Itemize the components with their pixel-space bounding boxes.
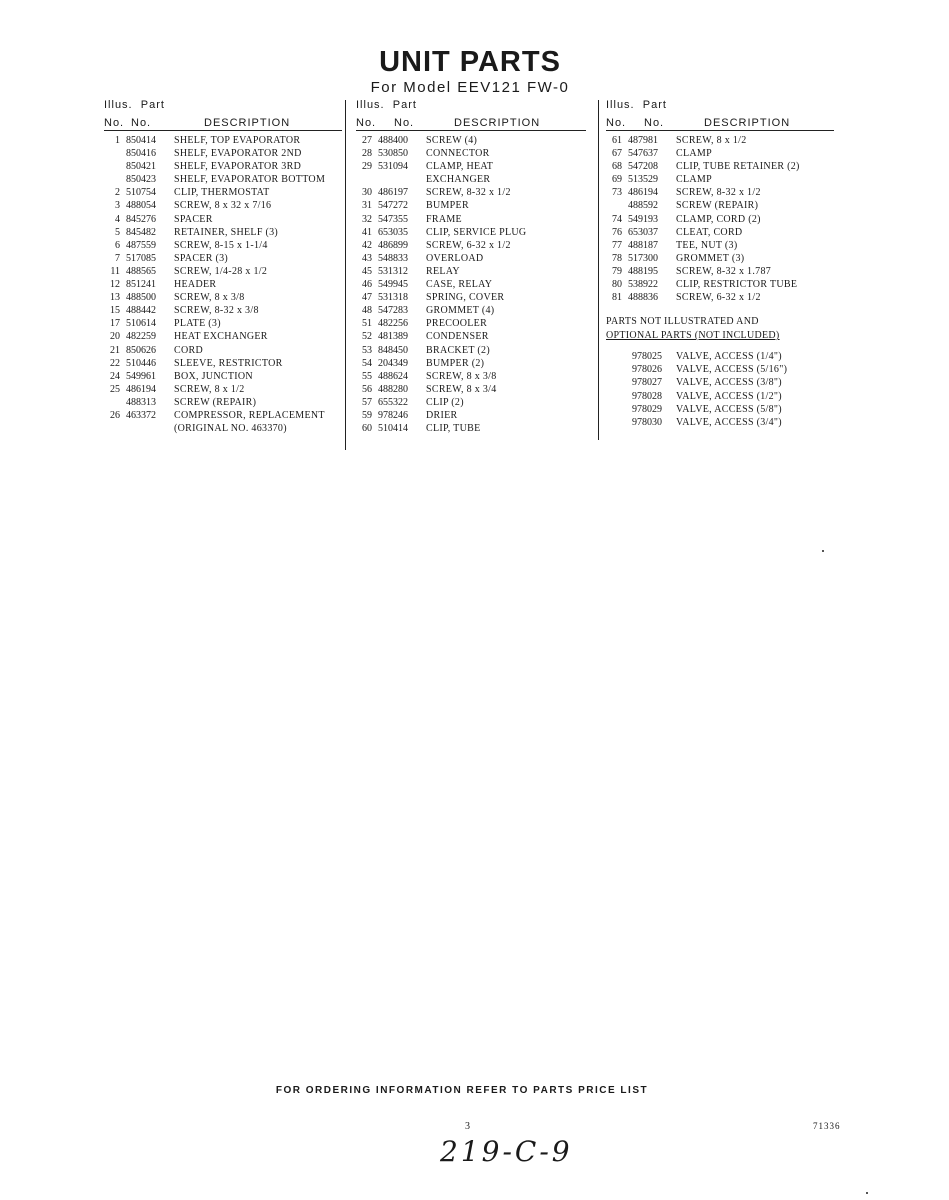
column-divider (345, 100, 346, 450)
table-row (104, 410, 342, 423)
table-row (356, 135, 586, 148)
part-number: 850421 (126, 161, 156, 173)
illustration-number: 68 (612, 161, 622, 173)
part-description: VALVE, ACCESS (5/16") (676, 364, 788, 376)
part-description: SHELF, TOP EVAPORATOR (174, 135, 301, 146)
table-row (104, 148, 342, 161)
part-number: 538922 (628, 279, 658, 291)
part-number: 530850 (378, 148, 408, 160)
part-number: 978030 (632, 416, 662, 428)
table-row (606, 227, 834, 240)
page-title: UNIT PARTS (379, 46, 561, 78)
illustration-number: 78 (612, 252, 622, 264)
illustration-number: 21 (110, 344, 120, 356)
part-number: 463372 (126, 409, 156, 421)
table-row (104, 358, 342, 371)
table-row (356, 161, 586, 174)
table-row (606, 404, 834, 417)
illustration-number: 2 (115, 187, 120, 199)
part-number: 488313 (126, 396, 156, 408)
part-number: 850626 (126, 344, 156, 356)
column-divider (598, 100, 599, 440)
illustration-number: 60 (362, 423, 372, 435)
table-row (104, 227, 342, 240)
illustration-number: 46 (362, 279, 372, 291)
part-description: GROMMET (3) (676, 252, 745, 264)
illustration-number: 11 (110, 265, 120, 277)
illustration-number: 12 (110, 279, 120, 291)
part-description: SCREW, 8 x 3/8 (426, 370, 497, 382)
illustration-number: 25 (110, 383, 120, 395)
table-row (104, 384, 342, 397)
scan-speck (822, 550, 824, 552)
part-description: SCREW, 8-32 x 3/8 (174, 305, 259, 317)
part-number: 488280 (378, 383, 408, 395)
part-number: 851241 (126, 279, 156, 291)
part-number: 848450 (378, 344, 408, 356)
part-number: 547355 (378, 213, 408, 225)
table-row (104, 279, 342, 292)
part-number: 487981 (628, 135, 658, 146)
table-row (104, 305, 342, 318)
part-description: SPACER (3) (174, 252, 229, 264)
table-row (356, 423, 586, 436)
table-row (356, 358, 586, 371)
illustration-number: 74 (612, 213, 622, 225)
illustration-number: 22 (110, 357, 120, 369)
handwritten-note: 219-C-9 (440, 1135, 573, 1168)
part-number: 482259 (126, 331, 156, 343)
part-description: VALVE, ACCESS (1/4") (676, 351, 782, 363)
part-number: 510754 (126, 187, 156, 199)
document-code: 71336 (813, 1121, 841, 1131)
illustration-number: 53 (362, 344, 372, 356)
part-number: 845482 (126, 226, 156, 238)
illustration-number: 13 (110, 292, 120, 304)
illustration-number: 29 (362, 161, 372, 173)
part-number: 510414 (378, 423, 408, 435)
illustration-number: 17 (110, 318, 120, 330)
illustration-number: 42 (362, 239, 372, 251)
page-number: 3 (465, 1121, 470, 1132)
illustration-number: 31 (362, 200, 372, 212)
part-description: DRIER (426, 409, 458, 421)
part-number: 978246 (378, 409, 408, 421)
table-row (104, 187, 342, 200)
table-row (356, 371, 586, 384)
table-row (606, 135, 834, 148)
table-row (104, 331, 342, 344)
part-description: CLIP, THERMOSTAT (174, 187, 270, 199)
part-number: 978029 (632, 403, 662, 415)
part-description: HEAT EXCHANGER (174, 331, 268, 343)
table-row (356, 174, 586, 187)
illustration-number: 79 (612, 265, 622, 277)
parts-column-1 (104, 99, 342, 436)
part-description: SCREW, 6-32 x 1/2 (426, 239, 511, 251)
part-number: 488500 (126, 292, 156, 304)
table-row (356, 318, 586, 331)
part-description: RELAY (426, 265, 460, 277)
part-number: 978027 (632, 377, 662, 389)
table-row (104, 253, 342, 266)
table-row (356, 227, 586, 240)
column-header: No. No. DESCRIPTION (356, 114, 586, 131)
table-row (606, 148, 834, 161)
table-row (104, 240, 342, 253)
part-number: 549961 (126, 370, 156, 382)
part-number: 549945 (378, 279, 408, 291)
table-row (356, 266, 586, 279)
illustration-number: 59 (362, 409, 372, 421)
illustration-number: 45 (362, 265, 372, 277)
part-description: BUMPER (2) (426, 357, 485, 369)
part-description: CORD (174, 344, 203, 356)
part-description: SPACER (174, 213, 213, 225)
part-description: SCREW, 8-32 x 1/2 (676, 187, 761, 199)
part-description: VALVE, ACCESS (3/4") (676, 416, 782, 428)
part-description: CLIP, SERVICE PLUG (426, 226, 527, 238)
part-number: 531318 (378, 292, 408, 304)
part-number: 547272 (378, 200, 408, 212)
part-number: 488624 (378, 370, 408, 382)
table-row (606, 253, 834, 266)
table-row (356, 240, 586, 253)
illustration-number: 43 (362, 252, 372, 264)
table-row (606, 292, 834, 305)
part-description: VALVE, ACCESS (1/2") (676, 390, 782, 402)
part-number: 488836 (628, 292, 658, 304)
illustration-number: 77 (612, 239, 622, 251)
part-description: BRACKET (2) (426, 344, 490, 356)
part-number: 510446 (126, 357, 156, 369)
table-row (606, 364, 834, 377)
illustration-number: 27 (362, 135, 372, 146)
part-number: 653037 (628, 226, 658, 238)
part-description: SCREW, 8-32 x 1.787 (676, 265, 772, 277)
part-number: 850414 (126, 135, 156, 146)
table-row (104, 266, 342, 279)
part-description: PLATE (3) (174, 318, 221, 330)
part-number: 481389 (378, 331, 408, 343)
illustration-number: 1 (115, 135, 120, 146)
table-row (356, 292, 586, 305)
part-number: 487559 (126, 239, 156, 251)
part-description: SCREW, 8 x 1/2 (174, 383, 245, 395)
part-number: 488565 (126, 265, 156, 277)
part-description: SCREW (REPAIR) (676, 200, 759, 212)
parts-column-3 (606, 99, 834, 430)
table-row (606, 240, 834, 253)
part-description: CLIP, TUBE (426, 423, 481, 435)
part-description: CASE, RELAY (426, 279, 493, 291)
part-number: 978025 (632, 351, 662, 363)
table-row (606, 417, 834, 430)
table-row (104, 161, 342, 174)
table-row (356, 214, 586, 227)
part-number: 978028 (632, 390, 662, 402)
illustration-number: 56 (362, 383, 372, 395)
part-description: VALVE, ACCESS (3/8") (676, 377, 782, 389)
part-number: 488187 (628, 239, 658, 251)
table-row (606, 266, 834, 279)
part-description: RETAINER, SHELF (3) (174, 226, 279, 238)
part-description: SCREW, 8-15 x 1-1/4 (174, 239, 268, 251)
part-number: 486194 (126, 383, 156, 395)
part-number: 510614 (126, 318, 156, 330)
part-description: CLAMP (676, 174, 712, 186)
part-number: 531312 (378, 265, 408, 277)
part-description: CLAMP (676, 148, 712, 160)
part-description: SHELF, EVAPORATOR 3RD (174, 161, 302, 173)
illustration-number: 52 (362, 331, 372, 343)
scan-speck (866, 1192, 868, 1194)
part-number: 513529 (628, 174, 658, 186)
part-description: COMPRESSOR, REPLACEMENT (174, 409, 325, 421)
part-number: 845276 (126, 213, 156, 225)
part-number: 547637 (628, 148, 658, 160)
illustration-number: 6 (115, 239, 120, 251)
illustration-number: 28 (362, 148, 372, 160)
part-description: SCREW (4) (426, 135, 478, 146)
part-description: SCREW, 8 x 3/4 (426, 383, 497, 395)
table-row (356, 253, 586, 266)
illustration-number: 69 (612, 174, 622, 186)
illustration-number: 41 (362, 226, 372, 238)
part-description: SPRING, COVER (426, 292, 505, 304)
table-row (104, 214, 342, 227)
parts-list (606, 135, 834, 305)
table-row (104, 397, 342, 410)
table-row (104, 345, 342, 358)
illustration-number: 26 (110, 409, 120, 421)
part-number: 549193 (628, 213, 658, 225)
column-header: No. No. DESCRIPTION (606, 114, 834, 131)
illustration-number: 67 (612, 148, 622, 160)
part-number: 517300 (628, 252, 658, 264)
table-row (356, 410, 586, 423)
table-row (356, 279, 586, 292)
table-row (606, 214, 834, 227)
illustration-number: 15 (110, 305, 120, 317)
part-number: 653035 (378, 226, 408, 238)
table-row (356, 331, 586, 344)
part-description: SCREW, 1/4-28 x 1/2 (174, 265, 268, 277)
part-number: 547208 (628, 161, 658, 173)
illustration-number: 30 (362, 187, 372, 199)
table-row (104, 371, 342, 384)
part-description: CLIP, TUBE RETAINER (2) (676, 161, 800, 173)
table-row (356, 187, 586, 200)
table-row (606, 161, 834, 174)
illustration-number: 4 (115, 213, 120, 225)
part-description: SCREW, 8 x 1/2 (676, 135, 747, 146)
column-header: No. No. DESCRIPTION (104, 114, 342, 131)
table-row (606, 279, 834, 292)
table-row (606, 351, 834, 364)
part-number: 488195 (628, 265, 658, 277)
parts-list (356, 135, 586, 436)
part-number: 488054 (126, 200, 156, 212)
part-number: 486197 (378, 187, 408, 199)
table-row (356, 384, 586, 397)
table-row (104, 423, 342, 436)
table-row (356, 200, 586, 213)
illustration-number: 61 (612, 135, 622, 146)
part-number: 488400 (378, 135, 408, 146)
table-row (104, 318, 342, 331)
part-description: CLEAT, CORD (676, 226, 743, 238)
part-number: 488592 (628, 200, 658, 212)
part-number: 850423 (126, 174, 156, 186)
table-row (356, 305, 586, 318)
part-description: VALVE, ACCESS (5/8") (676, 403, 782, 415)
part-description: CLIP, RESTRICTOR TUBE (676, 279, 798, 291)
illustration-number: 3 (115, 200, 120, 212)
illustration-number: 55 (362, 370, 372, 382)
part-number: 486899 (378, 239, 408, 251)
column-header-top: Illus. Part (606, 99, 667, 111)
part-description: SCREW, 8 x 3/8 (174, 292, 245, 304)
parts-column-2 (356, 99, 586, 436)
table-row (104, 135, 342, 148)
illustration-number: 47 (362, 292, 372, 304)
part-description: (ORIGINAL NO. 463370) (174, 423, 287, 435)
optional-parts-list (606, 351, 834, 430)
part-description: HEADER (174, 279, 217, 291)
part-description: PRECOOLER (426, 318, 488, 330)
table-row (104, 292, 342, 305)
part-description: BUMPER (426, 200, 469, 212)
table-row (104, 174, 342, 187)
part-description: CLAMP, HEAT (426, 161, 494, 173)
part-number: 655322 (378, 396, 408, 408)
parts-list (104, 135, 342, 436)
table-row (606, 200, 834, 213)
part-description: CONNECTOR (426, 148, 490, 160)
part-description: SLEEVE, RESTRICTOR (174, 357, 283, 369)
part-description: SHELF, EVAPORATOR 2ND (174, 148, 302, 160)
part-number: 517085 (126, 252, 156, 264)
part-number: 547283 (378, 305, 408, 317)
part-description: OVERLOAD (426, 252, 484, 264)
part-number: 978026 (632, 364, 662, 376)
part-description: SCREW (REPAIR) (174, 396, 257, 408)
part-description: SCREW, 8 x 32 x 7/16 (174, 200, 272, 212)
table-row (606, 174, 834, 187)
illustration-number: 81 (612, 292, 622, 304)
table-row (104, 200, 342, 213)
part-description: SCREW, 6-32 x 1/2 (676, 292, 761, 304)
illustration-number: 5 (115, 226, 120, 238)
illustration-number: 80 (612, 279, 622, 291)
table-row (356, 397, 586, 410)
ordering-information: FOR ORDERING INFORMATION REFER TO PARTS PRICE LIST (275, 1085, 649, 1096)
column-header-top: Illus. Part (356, 99, 417, 111)
table-row (356, 148, 586, 161)
table-row (606, 187, 834, 200)
part-description: EXCHANGER (426, 174, 491, 186)
illustration-number: 51 (362, 318, 372, 330)
not-illustrated-note: PARTS NOT ILLUSTRATED AND OPTIONAL PARTS (NOT INCLUDED) (606, 316, 780, 342)
table-row (606, 377, 834, 390)
part-description: GROMMET (4) (426, 305, 495, 317)
illustration-number: 76 (612, 226, 622, 238)
illustration-number: 73 (612, 187, 622, 199)
table-row (356, 345, 586, 358)
part-number: 531094 (378, 161, 408, 173)
illustration-number: 7 (115, 252, 120, 264)
part-description: TEE, NUT (3) (676, 239, 738, 251)
part-number: 486194 (628, 187, 658, 199)
table-row (606, 391, 834, 404)
illustration-number: 20 (110, 331, 120, 343)
illustration-number: 54 (362, 357, 372, 369)
part-number: 204349 (378, 357, 408, 369)
illustration-number: 32 (362, 213, 372, 225)
part-description: BOX, JUNCTION (174, 370, 253, 382)
part-description: CLAMP, CORD (2) (676, 213, 761, 225)
part-number: 548833 (378, 252, 408, 264)
part-description: SHELF, EVAPORATOR BOTTOM (174, 174, 326, 186)
illustration-number: 57 (362, 396, 372, 408)
part-number: 850416 (126, 148, 156, 160)
part-description: SCREW, 8-32 x 1/2 (426, 187, 511, 199)
column-header-top: Illus. Part (104, 99, 165, 111)
illustration-number: 48 (362, 305, 372, 317)
part-number: 482256 (378, 318, 408, 330)
model-subtitle: For Model EEV121 FW-0 (370, 79, 570, 96)
part-number: 488442 (126, 305, 156, 317)
illustration-number: 24 (110, 370, 120, 382)
part-description: FRAME (426, 213, 462, 225)
part-description: CONDENSER (426, 331, 489, 343)
part-description: CLIP (2) (426, 396, 464, 408)
